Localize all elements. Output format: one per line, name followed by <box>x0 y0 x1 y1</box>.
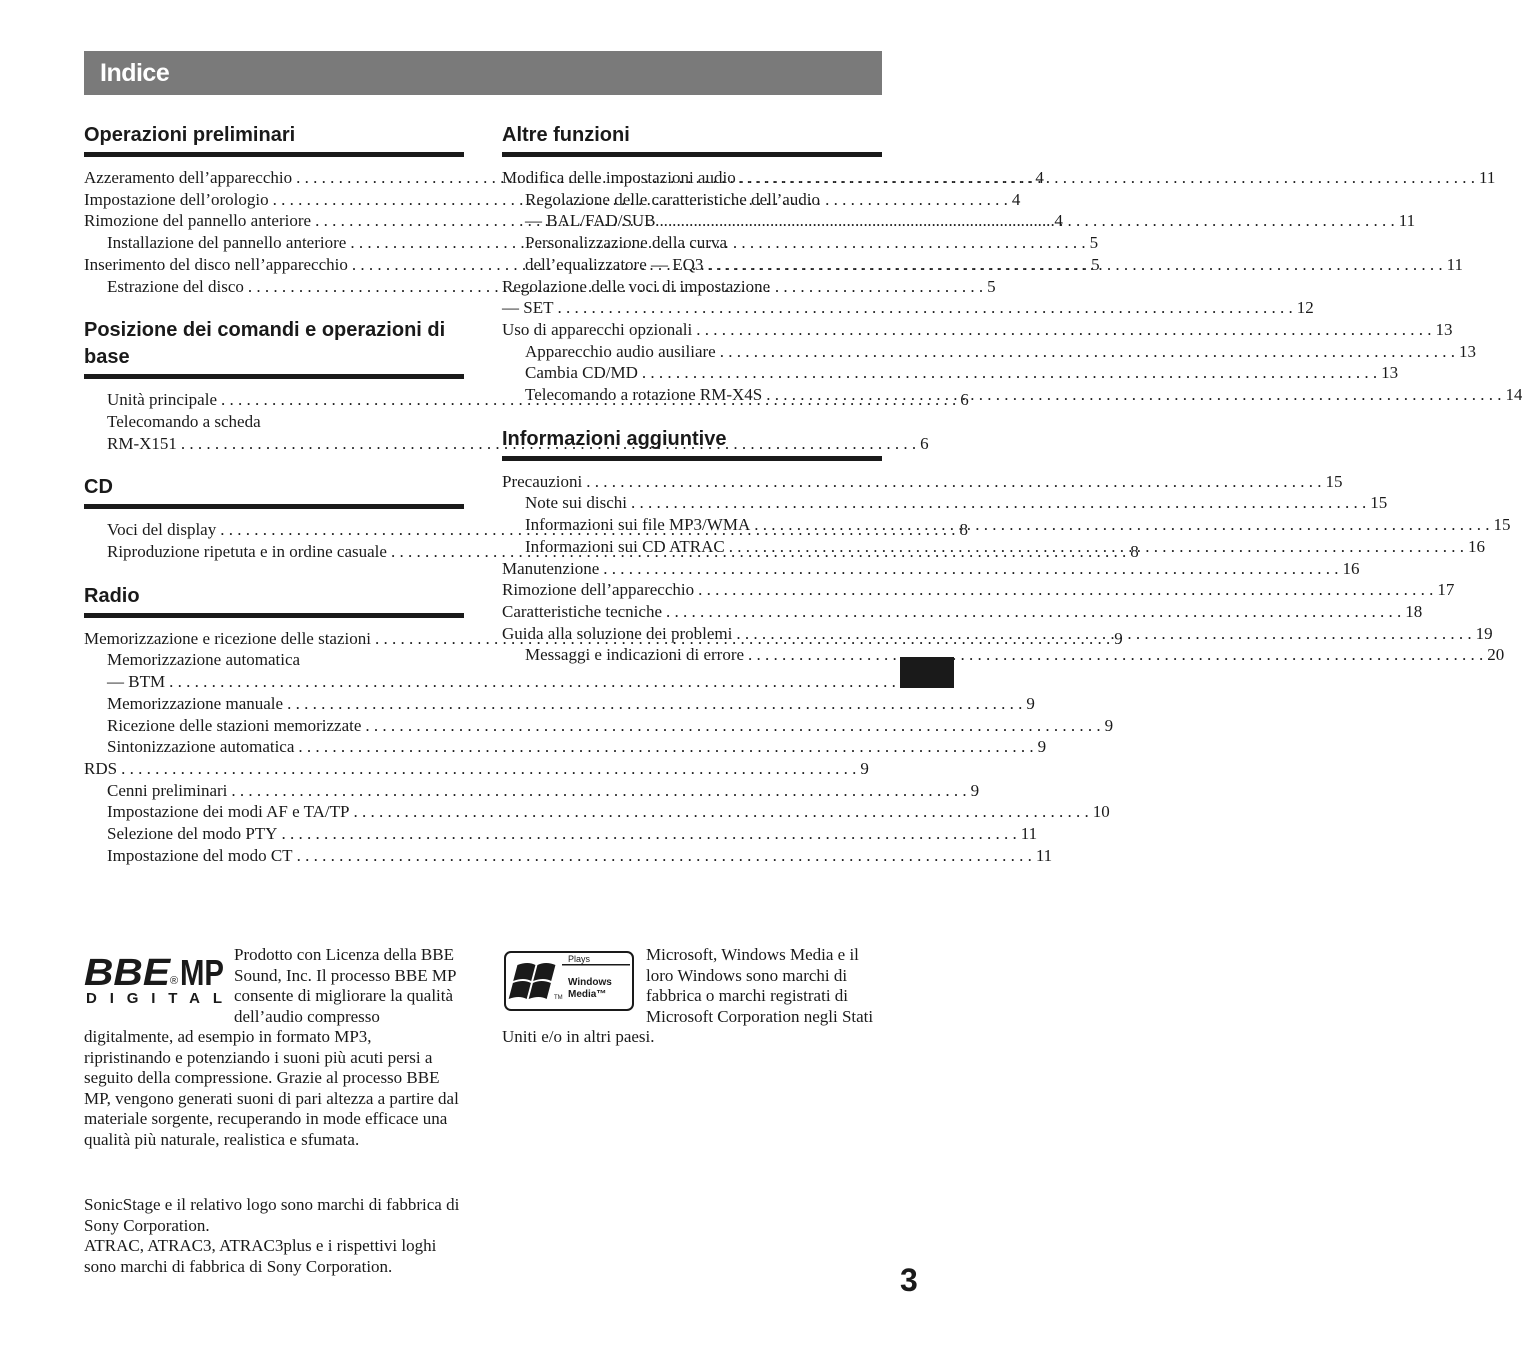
toc-entry-page: 6 <box>960 390 969 410</box>
toc-entry[interactable] <box>502 601 1423 623</box>
toc-entry[interactable] <box>502 492 1388 514</box>
toc-entry[interactable] <box>84 693 1035 715</box>
section-heading: CD <box>84 474 464 509</box>
windows-media-notice <box>502 945 882 1048</box>
toc-entry-page: 19 <box>1475 623 1493 643</box>
toc-entry-label: Manutenzione <box>502 558 600 578</box>
toc-entry-label: Modifica delle impostazioni audio <box>502 168 736 187</box>
dot-leader <box>754 514 1489 536</box>
toc-entry-label: Memorizzazione automatica <box>107 650 301 670</box>
dot-leader <box>707 254 1442 276</box>
dot-leader <box>281 823 1016 845</box>
toc-entry[interactable] <box>502 232 882 254</box>
toc-entry[interactable] <box>84 823 1038 845</box>
dot-leader <box>231 780 966 802</box>
toc-entry-page: 9 <box>1037 737 1047 757</box>
dot-leader <box>766 384 1501 406</box>
toc-entry-label: Messaggi e indicazioni di errore <box>525 645 745 665</box>
toc-entry-page: 17 <box>1437 580 1455 600</box>
toc-entry[interactable] <box>502 297 1314 319</box>
toc-entry[interactable] <box>502 384 1522 406</box>
toc-entry-label: Selezione del modo PTY <box>107 824 278 844</box>
toc-entry[interactable] <box>84 801 1110 823</box>
toc-entry-page: 13 <box>1435 319 1453 339</box>
toc-entry[interactable] <box>502 471 1343 493</box>
toc-entry-page: 9 <box>1104 715 1114 735</box>
toc-entry-label: Rimozione dell’apparecchio <box>502 580 695 600</box>
section-heading: Posizione dei comandi e operazioni di base <box>84 317 464 379</box>
toc-entry-page: 5 <box>1091 254 1100 274</box>
sonicstage-notice <box>84 1195 464 1277</box>
toc-entry-label: Uso di apparecchi opzionali <box>502 319 693 339</box>
toc-entry-label: dell’equalizzatore — EQ3 <box>525 254 704 274</box>
toc-entry-page: 20 <box>1487 645 1505 665</box>
toc-list <box>502 471 1511 666</box>
dot-leader <box>698 579 1433 601</box>
dot-leader <box>586 471 1321 493</box>
logo-plays-text: Plays <box>568 954 591 964</box>
toc-entry-label: Telecomando a scheda <box>107 411 261 431</box>
toc-entry[interactable] <box>502 536 1485 558</box>
dot-leader <box>557 297 1292 319</box>
toc-entry[interactable] <box>84 715 1114 737</box>
toc-entry-label: Note sui dischi <box>525 493 627 513</box>
toc-entry[interactable] <box>502 167 1496 189</box>
dot-leader <box>740 167 1475 189</box>
toc-entry[interactable] <box>502 319 1453 341</box>
toc-entry[interactable] <box>502 579 1455 601</box>
toc-entry[interactable] <box>84 736 1047 758</box>
dot-leader <box>660 210 1395 232</box>
toc-entry[interactable] <box>502 623 1493 645</box>
toc-entry-label: RDS <box>84 758 118 778</box>
atrac-text: ATRAC, ATRAC3, ATRAC3plus e i rispettivi loghi sono marchi di fabbrica di Sony Corporation. <box>84 1236 437 1276</box>
toc-entry[interactable] <box>502 558 1360 580</box>
toc-entry-label: Impostazione dei modi AF e TA/TP <box>107 802 350 822</box>
toc-entry-label: — BAL/FAD/SUB <box>525 211 656 231</box>
toc-entry-label: Unità principale <box>107 390 217 410</box>
toc-entry-page: 12 <box>1296 298 1314 318</box>
toc-entry-label: Guida alla soluzione dei problemi <box>502 623 733 643</box>
toc-entry-page: 18 <box>1405 601 1423 621</box>
toc-entry-page: 11 <box>1035 845 1053 865</box>
svg-text:TM: TM <box>554 995 563 1001</box>
windows-flag-icon <box>509 963 556 999</box>
toc-entry-page: 16 <box>1468 536 1485 556</box>
section-tab-marker <box>900 657 954 688</box>
toc-entry-label: Informazioni sui file MP3/WMA <box>525 515 751 535</box>
toc-entry-label: — BTM <box>107 672 166 692</box>
section-heading: Altre funzioni <box>502 122 882 157</box>
toc-right-column <box>502 122 1522 686</box>
sonicstage-text: SonicStage e il relativo logo sono marchi di fabbrica di Sony Corporation. <box>84 1195 460 1235</box>
toc-entry-label: Sintonizzazione automatica <box>107 737 295 757</box>
page-number: 3 <box>900 1262 918 1298</box>
toc-entry-label: Inserimento del disco nell’apparecchio <box>84 254 348 274</box>
section-heading: Informazioni aggiuntive <box>502 426 882 461</box>
dot-leader <box>631 492 1366 514</box>
toc-entry-page: 15 <box>1370 493 1388 513</box>
dot-leader <box>297 845 1032 867</box>
toc-entry-label: Regolazione delle caratteristiche dell’audio <box>525 189 821 209</box>
bbe-notice <box>84 945 460 1150</box>
toc-entry-label: Rimozione del pannello anteriore <box>84 211 312 231</box>
toc-entry-label: Ricezione delle stazioni memorizzate <box>107 715 362 735</box>
toc-entry-label: Personalizzazione della curva <box>525 233 728 253</box>
toc-entry-label: Regolazione delle voci di impostazione <box>502 276 771 296</box>
dot-leader <box>666 601 1401 623</box>
toc-entry-label: Cenni preliminari <box>107 780 228 800</box>
toc-entry-label: Cambia CD/MD <box>525 363 638 383</box>
toc-entry[interactable] <box>84 411 464 433</box>
dot-leader <box>729 536 1464 558</box>
toc-entry-label: Riproduzione ripetuta e in ordine casuale <box>107 542 387 562</box>
toc-entry-label: Precauzioni <box>502 471 583 491</box>
dot-leader <box>353 801 1088 823</box>
bbe-logo-sub: DIGITAL <box>86 990 222 1007</box>
toc-entry-page: 15 <box>1493 515 1511 535</box>
toc-entry-label: Impostazione del modo CT <box>107 845 293 865</box>
toc-entry-label: Caratteristiche tecniche <box>502 601 662 621</box>
toc-entry-page: 10 <box>1092 802 1110 822</box>
toc-entry-label: Azzeramento dell’apparecchio <box>84 168 293 187</box>
windows-media-text: Microsoft, Windows Media e il loro Windows sono marchi di fabbrica o marchi registrati di Microsoft Corporation negli Stati Uniti e/o in altri paesi. <box>502 945 874 1046</box>
toc-entry-page: 4 <box>1035 168 1044 187</box>
toc-entry[interactable] <box>84 780 980 802</box>
toc-entry[interactable] <box>502 644 1505 666</box>
toc-entry-page: 9 <box>970 780 980 800</box>
toc-entry-page: 13 <box>1381 363 1399 383</box>
toc-entry[interactable] <box>84 671 464 693</box>
toc-entry-page: 11 <box>1446 254 1464 274</box>
bbe-mp-logo <box>84 951 226 1009</box>
toc-entry-page: 11 <box>1398 211 1416 231</box>
svg-text:®: ® <box>170 975 179 987</box>
dot-leader <box>736 623 1471 645</box>
section-heading: Radio <box>84 583 464 618</box>
bbe-logo-text: BBE <box>84 952 172 994</box>
toc-list <box>502 167 1522 406</box>
toc-entry-label: Telecomando a rotazione RM-X4S <box>525 385 763 405</box>
toc-entry-page: 9 <box>1026 693 1035 713</box>
toc-entry-page: 4 <box>1011 189 1021 209</box>
page-title: Indice <box>84 51 882 95</box>
toc-entry[interactable] <box>84 758 869 780</box>
toc-entry-page: 9 <box>1114 628 1123 648</box>
toc-entry-label: Impostazione dell’orologio <box>84 189 269 209</box>
dot-leader <box>298 736 1033 758</box>
toc-entry-label: Informazioni sui CD ATRAC <box>525 536 725 556</box>
toc-entry-page: 11 <box>1020 824 1038 844</box>
toc-entry[interactable] <box>502 514 1511 536</box>
toc-entry-label: Apparecchio audio ausiliare <box>525 341 716 361</box>
logo-media-text: Media™ <box>568 989 607 1000</box>
toc-section <box>502 122 1522 406</box>
section-heading: Operazioni preliminari <box>84 122 464 157</box>
toc-entry[interactable] <box>502 341 1476 363</box>
toc-entry[interactable] <box>502 254 1464 276</box>
dot-leader <box>365 715 1100 737</box>
toc-entry-label: Memorizzazione e ricezione delle stazioni <box>84 628 371 648</box>
toc-entry-page: 4 <box>1054 211 1063 231</box>
toc-entry-page: 5 <box>1089 233 1099 253</box>
toc-entry-page: 15 <box>1325 471 1343 491</box>
toc-entry-page: 16 <box>1342 558 1360 578</box>
toc-entry[interactable] <box>502 362 1399 384</box>
toc-entry[interactable] <box>502 276 882 298</box>
toc-entry[interactable] <box>84 649 464 671</box>
toc-entry-page: 11 <box>1478 168 1496 187</box>
toc-entry-page: 9 <box>860 758 869 778</box>
dot-leader <box>603 558 1338 580</box>
toc-entry[interactable] <box>502 210 1416 232</box>
toc-entry-page: 8 <box>1130 542 1139 562</box>
plays-windows-media-logo <box>504 951 634 1011</box>
logo-windows-text: Windows <box>568 977 612 988</box>
dot-leader <box>121 758 856 780</box>
toc-entry-label: RM-X151 <box>107 433 177 453</box>
dot-leader <box>696 319 1431 341</box>
toc-section <box>502 426 1511 666</box>
toc-entry-page: 5 <box>987 276 996 296</box>
bbe-text: Prodotto con Licenza della BBE Sound, Inc. Il processo BBE MP consente di migliorare la qualità dell’audio compresso digitalmente, ad esempio in formato MP3, ripristinando e potenziando i suoni più acuti persi a seguito della compressione. Grazie al processo BBE MP, vengono generati suoni di pari altezza a partire dal materiale sorgente, recuperando in mode efficace una qualità più naturale, realistica e sfumata. <box>84 945 459 1149</box>
dot-leader <box>287 693 1022 715</box>
toc-entry-label: — SET <box>502 298 554 318</box>
toc-entry-page: 13 <box>1458 341 1476 361</box>
toc-entry-label: Voci del display <box>107 520 217 540</box>
bbe-logo-mp: MP <box>180 952 224 993</box>
toc-entry[interactable] <box>84 845 1053 867</box>
toc-entry-page: 8 <box>959 520 968 540</box>
dot-leader <box>642 362 1377 384</box>
toc-entry-label: Memorizzazione manuale <box>107 693 284 713</box>
toc-entry-label: Installazione del pannello anteriore <box>107 233 347 253</box>
toc-entry-page: 6 <box>920 433 929 453</box>
toc-entry[interactable] <box>502 189 882 211</box>
toc-entry-label: Estrazione del disco <box>107 276 244 296</box>
dot-leader <box>720 341 1455 363</box>
dot-leader <box>748 644 1483 666</box>
toc-entry-page: 14 <box>1505 385 1522 405</box>
